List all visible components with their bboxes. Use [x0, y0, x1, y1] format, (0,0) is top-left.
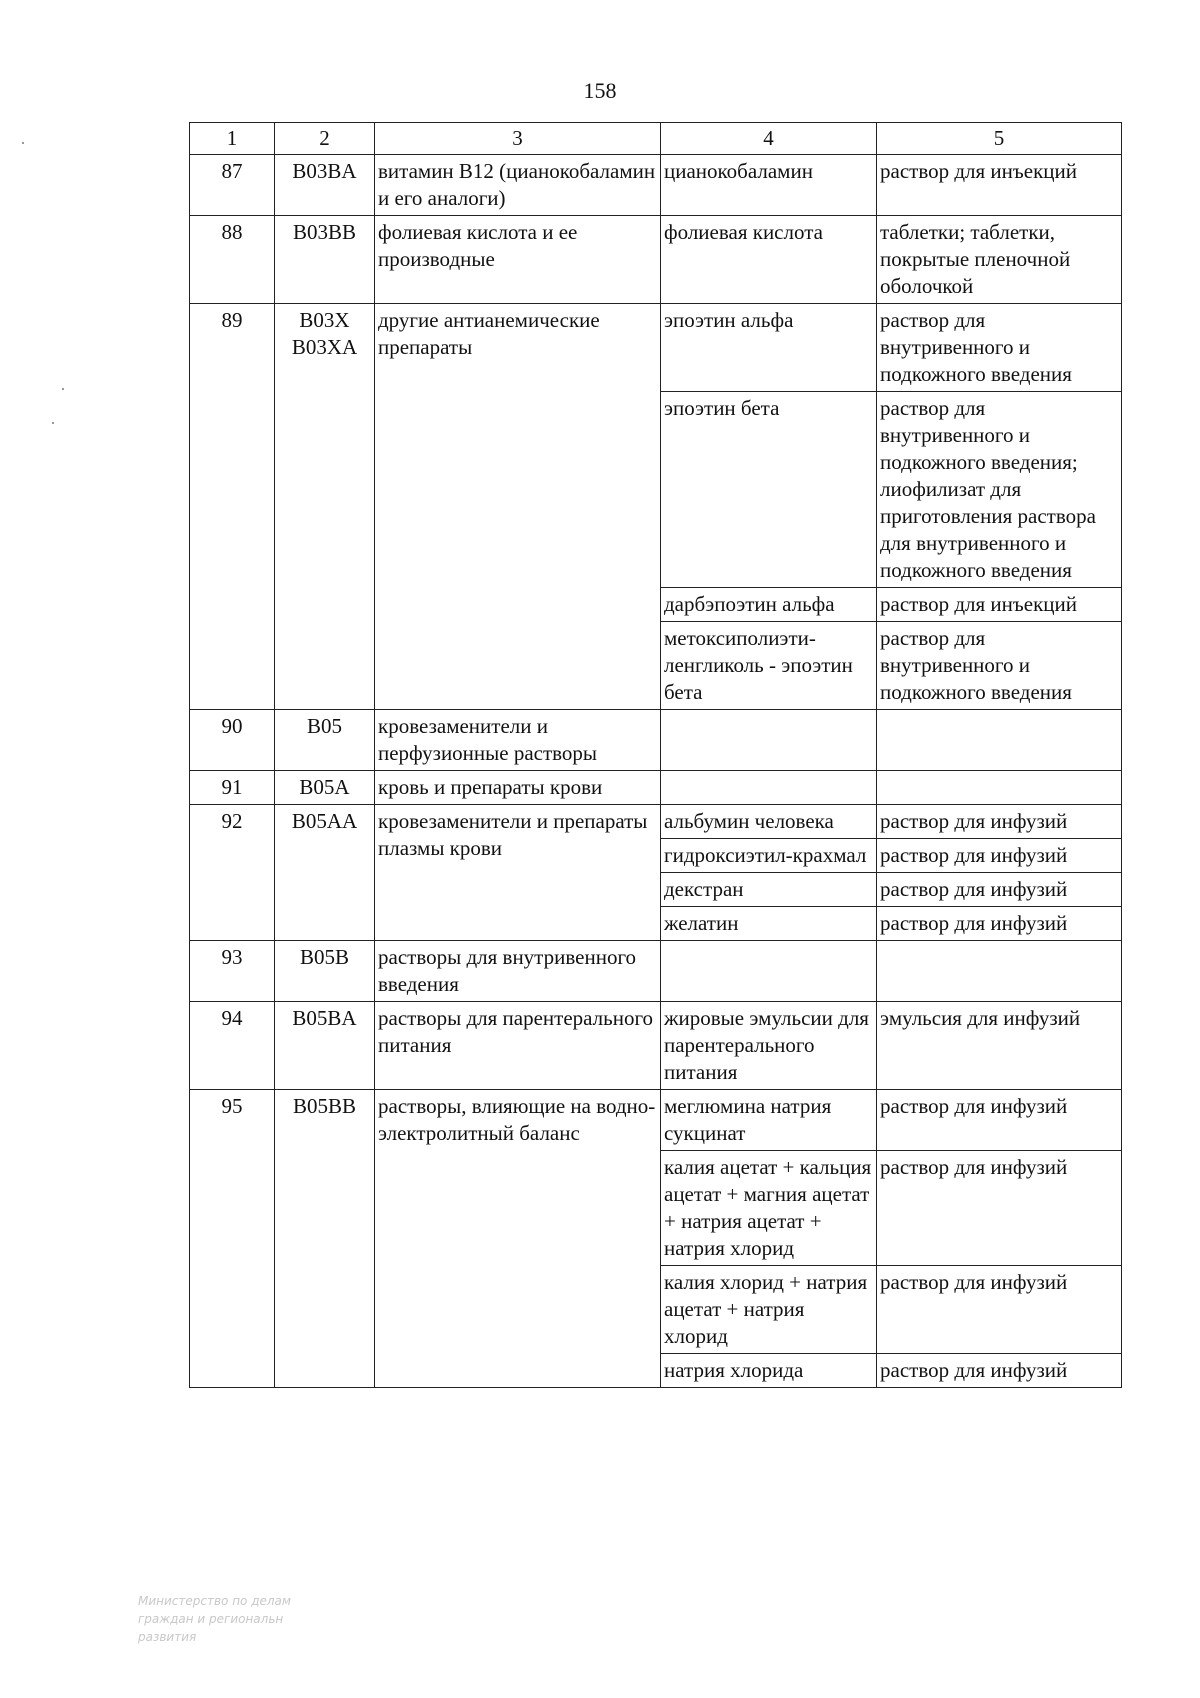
header-cell: 5	[877, 123, 1122, 155]
row-number-cell: 94	[190, 1002, 275, 1090]
table-row	[190, 304, 1122, 392]
atc-code-cell: B03BB	[275, 216, 375, 304]
table-row	[190, 1090, 1122, 1151]
header-cell: 4	[661, 123, 877, 155]
drug-name-cell: декстран	[661, 873, 877, 907]
atc-code-cell: B03BA	[275, 155, 375, 216]
dosage-form-cell: раствор для внутривенного и подкожного введения	[877, 622, 1122, 710]
dosage-form-cell: раствор для инфузий	[877, 907, 1122, 941]
stamp-line: Министерство по делам	[138, 1594, 291, 1608]
drug-name-cell	[661, 771, 877, 805]
drug-name-cell: цианокобаламин	[661, 155, 877, 216]
stamp-line: граждан и региональн	[138, 1612, 284, 1626]
dosage-form-cell: раствор для внутривенного и подкожного введения	[877, 304, 1122, 392]
dosage-form-cell: раствор для инфузий	[877, 805, 1122, 839]
drug-name-cell: метоксиполиэти-ленгликоль - эпоэтин бета	[661, 622, 877, 710]
dosage-form-cell	[877, 771, 1122, 805]
dosage-form-cell: раствор для инфузий	[877, 1354, 1122, 1388]
table-row	[190, 155, 1122, 216]
row-number-cell: 93	[190, 941, 275, 1002]
row-number-cell: 89	[190, 304, 275, 710]
scan-speck	[22, 142, 24, 144]
group-cell: растворы, влияющие на водно-электролитный баланс	[375, 1090, 661, 1388]
table-row	[190, 216, 1122, 304]
table-body	[190, 123, 1122, 1388]
header-cell: 2	[275, 123, 375, 155]
row-number-cell: 91	[190, 771, 275, 805]
drug-name-cell: калия ацетат + кальция ацетат + магния ацетат + натрия ацетат + натрия хлорид	[661, 1151, 877, 1266]
row-number-cell: 88	[190, 216, 275, 304]
scan-speck	[62, 388, 64, 390]
drug-name-cell: альбумин человека	[661, 805, 877, 839]
drug-name-cell: эпоэтин альфа	[661, 304, 877, 392]
group-cell: фолиевая кислота и ее производные	[375, 216, 661, 304]
table-row	[190, 941, 1122, 1002]
dosage-form-cell	[877, 710, 1122, 771]
dosage-form-cell: раствор для внутривенного и подкожного введения; лиофилизат для приготовления раствора для внутривенного и подкожного введения	[877, 392, 1122, 588]
atc-code-cell: B05AA	[275, 805, 375, 941]
group-cell: кровезаменители и перфузионные растворы	[375, 710, 661, 771]
group-cell: кровезаменители и препараты плазмы крови	[375, 805, 661, 941]
row-number-cell: 95	[190, 1090, 275, 1388]
drug-name-cell: натрия хлорида	[661, 1354, 877, 1388]
page-number: 158	[583, 78, 617, 103]
atc-code-cell: B05	[275, 710, 375, 771]
header-cell: 3	[375, 123, 661, 155]
group-cell: растворы для парентерального питания	[375, 1002, 661, 1090]
drug-name-cell: калия хлорид + натрия ацетат + натрия хлорид	[661, 1266, 877, 1354]
header-cell: 1	[190, 123, 275, 155]
dosage-form-cell: раствор для инъекций	[877, 155, 1122, 216]
table-row	[190, 805, 1122, 839]
drug-name-cell	[661, 710, 877, 771]
atc-code-cell: B05BB	[275, 1090, 375, 1388]
table-row	[190, 1002, 1122, 1090]
table-header-row	[190, 123, 1122, 155]
drug-name-cell: гидроксиэтил-крахмал	[661, 839, 877, 873]
drug-name-cell: жировые эмульсии для парентерального питания	[661, 1002, 877, 1090]
dosage-form-cell: раствор для инфузий	[877, 873, 1122, 907]
atc-code-cell: B05BA	[275, 1002, 375, 1090]
group-cell: другие антианемические препараты	[375, 304, 661, 710]
dosage-form-cell: раствор для инъекций	[877, 588, 1122, 622]
drug-name-cell: меглюмина натрия сукцинат	[661, 1090, 877, 1151]
drug-name-cell	[661, 941, 877, 1002]
drug-name-cell: дарбэпоэтин альфа	[661, 588, 877, 622]
drug-name-cell: эпоэтин бета	[661, 392, 877, 588]
stamp	[138, 1592, 348, 1646]
drug-name-cell: желатин	[661, 907, 877, 941]
table-row	[190, 771, 1122, 805]
row-number-cell: 87	[190, 155, 275, 216]
scan-speck	[52, 422, 54, 424]
group-cell: растворы для внутривенного введения	[375, 941, 661, 1002]
dosage-form-cell	[877, 941, 1122, 1002]
row-number-cell: 92	[190, 805, 275, 941]
dosage-form-cell: раствор для инфузий	[877, 839, 1122, 873]
drug-table	[189, 122, 1122, 1388]
dosage-form-cell: таблетки; таблетки, покрытые пленочной оболочкой	[877, 216, 1122, 304]
drug-name-cell: фолиевая кислота	[661, 216, 877, 304]
atc-code-cell: B03X B03XA	[275, 304, 375, 710]
group-cell: кровь и препараты крови	[375, 771, 661, 805]
atc-code-cell: B05A	[275, 771, 375, 805]
dosage-form-cell: раствор для инфузий	[877, 1266, 1122, 1354]
stamp-line: развития	[138, 1630, 197, 1644]
row-number-cell: 90	[190, 710, 275, 771]
table-row	[190, 710, 1122, 771]
group-cell: витамин B12 (цианокобаламин и его аналоги)	[375, 155, 661, 216]
atc-code-cell: B05B	[275, 941, 375, 1002]
dosage-form-cell: раствор для инфузий	[877, 1090, 1122, 1151]
dosage-form-cell: раствор для инфузий	[877, 1151, 1122, 1266]
dosage-form-cell: эмульсия для инфузий	[877, 1002, 1122, 1090]
